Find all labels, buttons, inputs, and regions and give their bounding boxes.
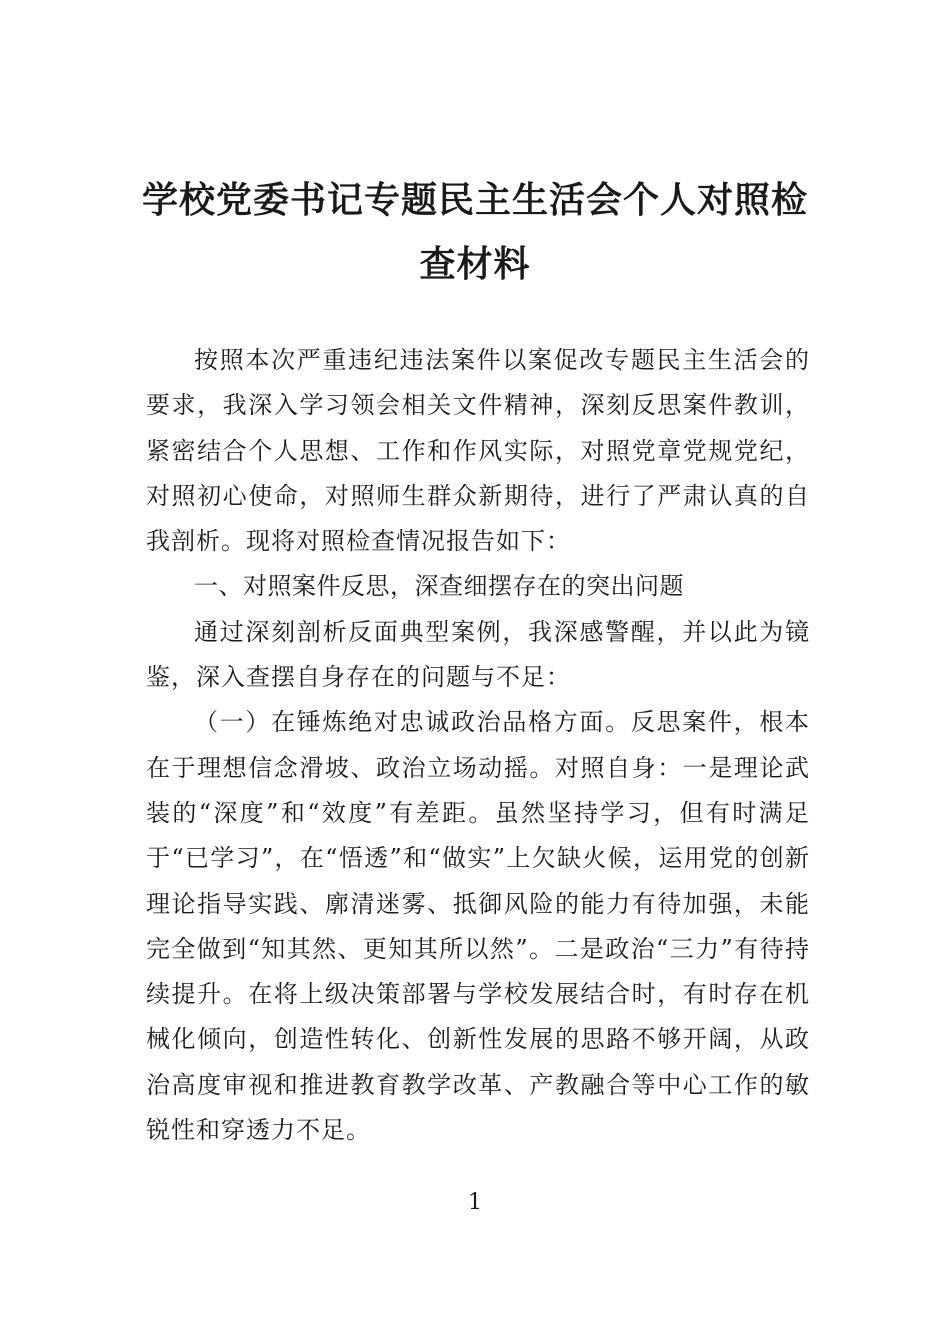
title-line-2: 查材料 <box>419 243 531 285</box>
subsection-body: 反思案件，根本在于理想信念滑坡、政治立场动摇。对照自身：一是理论武装的“深度”和“效度”有差距。虽然坚持学习，但有时满足于“已学习”，在“悟透”和“做实”上欠缺火候，运用党的创新理论指导实践、廓清迷雾、抵御风险的能力有待加强，未能完全做到“知其然、更知其所以然”。二是政治“三力”有待持续提升。在将上级决策部署与学校发展结合时，有时存在机械化倾向，创造性转化、创新性发展的思路不够开阔，从政治高度审视和推进教育教学改革、产教融合等中心工作的敏锐性和穿透力不足。 <box>146 708 811 1145</box>
document-title <box>120 168 830 296</box>
subsection-paragraph <box>146 700 810 1153</box>
intro-paragraph: 按照本次严重违纪违法案件以案促改专题民主生活会的要求，我深入学习领会相关文件精神，深刻反思案件教训，紧密结合个人思想、工作和作风实际，对照党章党规党纪，对照初心使命，对照师生群众新期待，进行了严肃认真的自我剖析。现将对照检查情况报告如下： <box>146 346 810 556</box>
subsection-lead: （一）在锤炼绝对忠诚政治品格方面。 <box>194 708 631 737</box>
page-number: 1 <box>468 1190 482 1215</box>
title-line-1: 学校党委书记专题民主生活会个人对照检 <box>141 179 808 221</box>
section-intro-paragraph: 通过深刻剖析反面典型案例，我深感警醒，并以此为镜鉴，深入查摆自身存在的问题与不足： <box>146 617 810 692</box>
document-body <box>146 338 810 1153</box>
section-heading: 一、对照案件反思，深查细摆存在的突出问题 <box>194 572 684 601</box>
